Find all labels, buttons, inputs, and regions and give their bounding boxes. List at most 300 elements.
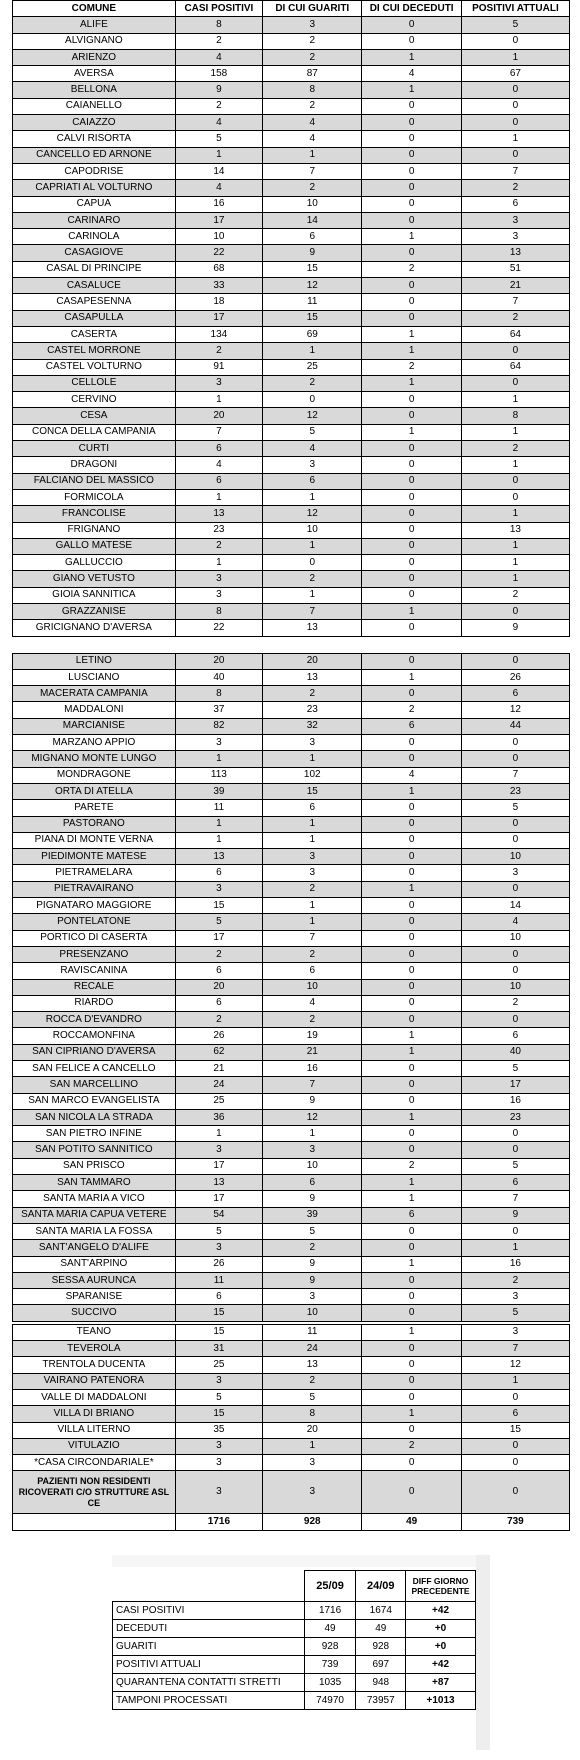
cell-casi-positivi: 4	[175, 49, 262, 65]
cell-comune: CASERTA	[13, 326, 176, 342]
cell-casi-positivi: 21	[175, 1061, 262, 1077]
summary-label: POSITIVI ATTUALI	[113, 1656, 305, 1674]
cell-guariti: 19	[263, 1028, 362, 1044]
cell-guariti: 0	[263, 555, 362, 571]
table-row	[13, 735, 570, 751]
table-row	[13, 1044, 570, 1060]
cell-positivi-attuali: 6	[461, 1028, 569, 1044]
table-row	[13, 832, 570, 848]
cell-positivi-attuali: 1	[461, 424, 569, 440]
cell-guariti: 6	[263, 800, 362, 816]
cell-casi-positivi: 3	[175, 735, 262, 751]
cell-positivi-attuali: 9	[461, 1207, 569, 1223]
cell-guariti: 8	[263, 82, 362, 98]
cell-guariti: 15	[263, 310, 362, 326]
cell-comune: CASTEL MORRONE	[13, 343, 176, 359]
cell-guariti: 10	[263, 196, 362, 212]
cell-deceduti: 1	[362, 881, 461, 897]
cell-deceduti: 1	[362, 783, 461, 799]
cell-guariti: 13	[263, 620, 362, 636]
table-row	[13, 1406, 570, 1422]
cell-guariti: 5	[263, 1223, 362, 1239]
table-row	[13, 995, 570, 1011]
cell-guariti: 9	[263, 245, 362, 261]
cell-deceduti: 4	[362, 66, 461, 82]
cell-deceduti: 1	[362, 669, 461, 685]
cell-deceduti: 0	[362, 620, 461, 636]
summary-today-value: 49	[304, 1620, 356, 1638]
cell-positivi-attuali: 0	[461, 1455, 569, 1471]
cell-casi-positivi: 158	[175, 66, 262, 82]
cell-comune: RAVISCANINA	[13, 963, 176, 979]
cell-casi-positivi: 25	[175, 1093, 262, 1109]
cell-casi-positivi: 6	[175, 995, 262, 1011]
cell-deceduti: 1	[362, 1028, 461, 1044]
table-row	[13, 1422, 570, 1438]
cell-casi-positivi: 1	[175, 489, 262, 505]
cell-positivi-attuali: 0	[461, 115, 569, 131]
cell-deceduti: 2	[362, 1438, 461, 1454]
cell-guariti: 7	[263, 930, 362, 946]
cell-casi-positivi: 15	[175, 898, 262, 914]
cell-positivi-attuali: 21	[461, 278, 569, 294]
table-row	[13, 180, 570, 196]
cell-deceduti: 0	[362, 212, 461, 228]
cell-comune: CAIANELLO	[13, 98, 176, 114]
cell-positivi-attuali: 4	[461, 914, 569, 930]
table-row	[13, 506, 570, 522]
cell-deceduti: 1	[362, 424, 461, 440]
cell-casi-positivi: 82	[175, 718, 262, 734]
table-row	[13, 1272, 570, 1288]
summary-today-value: 1716	[304, 1602, 356, 1620]
cell-deceduti: 0	[362, 865, 461, 881]
cell-comune: AVERSA	[13, 66, 176, 82]
cell-positivi-attuali: 13	[461, 245, 569, 261]
cell-casi-positivi: 7	[175, 424, 262, 440]
cell-comune: FALCIANO DEL MASSICO	[13, 473, 176, 489]
cell-comune: VILLA DI BRIANO	[13, 1406, 176, 1422]
cell-deceduti: 2	[362, 1158, 461, 1174]
cell-casi-positivi: 3	[175, 571, 262, 587]
table-row	[13, 587, 570, 603]
cell-positivi-attuali: 0	[461, 489, 569, 505]
cell-comune: ROCCAMONFINA	[13, 1028, 176, 1044]
cell-casi-positivi: 6	[175, 441, 262, 457]
cell-deceduti: 0	[362, 1012, 461, 1028]
table-row	[13, 849, 570, 865]
cell-positivi-attuali: 0	[461, 735, 569, 751]
table-row	[13, 1289, 570, 1305]
cell-casi-positivi: 33	[175, 278, 262, 294]
cell-comune: ALIFE	[13, 17, 176, 33]
cell-comune: CANCELLO ED ARNONE	[13, 147, 176, 163]
cell-guariti: 1	[263, 832, 362, 848]
cell-casi-positivi: 17	[175, 1158, 262, 1174]
cell-positivi-attuali: 0	[461, 603, 569, 619]
cell-guariti: 10	[263, 979, 362, 995]
cell-positivi-attuali: 5	[461, 800, 569, 816]
table-row	[13, 33, 570, 49]
table-row	[13, 294, 570, 310]
cell-comune: SUCCIVO	[13, 1305, 176, 1321]
summary-row	[113, 1656, 476, 1674]
cell-positivi-attuali: 6	[461, 686, 569, 702]
table-row	[13, 261, 570, 277]
summary-yesterday-value: 928	[356, 1638, 406, 1656]
cell-comune: CASAPULLA	[13, 310, 176, 326]
cell-guariti: 4	[263, 441, 362, 457]
cell-casi-positivi: 91	[175, 359, 262, 375]
cell-comune: VAIRANO PATENORA	[13, 1373, 176, 1389]
cell-comune: PIGNATARO MAGGIORE	[13, 898, 176, 914]
cell-positivi-attuali: 13	[461, 522, 569, 538]
table-row	[13, 1028, 570, 1044]
cell-comune: MADDALONI	[13, 702, 176, 718]
cell-deceduti: 0	[362, 816, 461, 832]
table-row	[13, 816, 570, 832]
cell-deceduti: 6	[362, 718, 461, 734]
cell-casi-positivi: 3	[175, 1373, 262, 1389]
table-row	[13, 392, 570, 408]
cell-casi-positivi: 13	[175, 1175, 262, 1191]
cell-comune: ARIENZO	[13, 49, 176, 65]
cell-casi-positivi: 10	[175, 229, 262, 245]
cell-positivi-attuali: 739	[461, 1514, 569, 1530]
cell-guariti: 1	[263, 587, 362, 603]
cell-casi-positivi: 2	[175, 33, 262, 49]
table-row	[13, 1256, 570, 1272]
cell-guariti: 20	[263, 653, 362, 669]
cell-deceduti: 0	[362, 653, 461, 669]
summary-today-value: 928	[304, 1638, 356, 1656]
table-row	[13, 131, 570, 147]
cell-guariti: 6	[263, 229, 362, 245]
cell-guariti: 3	[263, 1455, 362, 1471]
table-row	[13, 718, 570, 734]
cell-deceduti: 0	[362, 1126, 461, 1142]
cell-positivi-attuali: 0	[461, 881, 569, 897]
cell-casi-positivi: 17	[175, 1191, 262, 1207]
cell-casi-positivi: 6	[175, 1289, 262, 1305]
summary-today-value: 74970	[304, 1692, 356, 1710]
cell-comune: PIANA DI MONTE VERNA	[13, 832, 176, 848]
cell-deceduti: 0	[362, 1061, 461, 1077]
summary-header-row	[113, 1571, 476, 1602]
summary-side-shade	[476, 1555, 490, 1750]
cell-casi-positivi: 26	[175, 1256, 262, 1272]
cell-deceduti: 0	[362, 17, 461, 33]
table-row	[13, 326, 570, 342]
cell-casi-positivi: 3	[175, 375, 262, 391]
cell-deceduti: 0	[362, 278, 461, 294]
cell-guariti: 20	[263, 1422, 362, 1438]
cell-comune: SPARANISE	[13, 1289, 176, 1305]
cell-positivi-attuali: 6	[461, 196, 569, 212]
cell-guariti: 10	[263, 522, 362, 538]
cell-casi-positivi: 6	[175, 865, 262, 881]
cell-guariti: 2	[263, 49, 362, 65]
cell-casi-positivi: 2	[175, 946, 262, 962]
cell-casi-positivi: 1	[175, 832, 262, 848]
table-row	[13, 343, 570, 359]
cell-comune: MONDRAGONE	[13, 767, 176, 783]
cell-comune: GIOIA SANNITICA	[13, 587, 176, 603]
cell-positivi-attuali: 0	[461, 1142, 569, 1158]
cell-guariti: 25	[263, 359, 362, 375]
table-row	[13, 212, 570, 228]
cell-guariti: 2	[263, 1240, 362, 1256]
table-row	[13, 1455, 570, 1471]
cell-deceduti: 0	[362, 310, 461, 326]
cell-deceduti: 0	[362, 946, 461, 962]
table-row	[13, 767, 570, 783]
cell-positivi-attuali: 1	[461, 392, 569, 408]
table-row	[13, 196, 570, 212]
table-row	[13, 441, 570, 457]
cell-positivi-attuali: 7	[461, 294, 569, 310]
cell-casi-positivi: 4	[175, 457, 262, 473]
cell-positivi-attuali: 3	[461, 865, 569, 881]
cell-guariti: 14	[263, 212, 362, 228]
cell-guariti: 2	[263, 375, 362, 391]
cell-comune	[13, 1514, 176, 1530]
cell-positivi-attuali: 6	[461, 1175, 569, 1191]
summary-header-empty	[113, 1571, 305, 1602]
cell-comune: VILLA LITERNO	[13, 1422, 176, 1438]
cell-guariti: 8	[263, 1406, 362, 1422]
cell-comune: RIARDO	[13, 995, 176, 1011]
table-row	[13, 408, 570, 424]
cell-guariti: 2	[263, 98, 362, 114]
cell-positivi-attuali: 1	[461, 538, 569, 554]
cell-positivi-attuali: 0	[461, 1438, 569, 1454]
cell-positivi-attuali: 3	[461, 1289, 569, 1305]
cell-positivi-attuali: 5	[461, 1061, 569, 1077]
cell-comune: SAN MARCO EVANGELISTA	[13, 1093, 176, 1109]
cell-comune: PORTICO DI CASERTA	[13, 930, 176, 946]
cell-guariti: 2	[263, 33, 362, 49]
cell-comune: PRESENZANO	[13, 946, 176, 962]
cell-deceduti: 0	[362, 751, 461, 767]
cell-positivi-attuali: 0	[461, 1389, 569, 1405]
cell-comune: ORTA DI ATELLA	[13, 783, 176, 799]
cell-comune: CASAL DI PRINCIPE	[13, 261, 176, 277]
cell-positivi-attuali: 14	[461, 898, 569, 914]
cell-positivi-attuali: 0	[461, 1471, 569, 1514]
cell-deceduti: 0	[362, 1142, 461, 1158]
cell-positivi-attuali: 6	[461, 1406, 569, 1422]
summary-row	[113, 1620, 476, 1638]
table-row	[13, 115, 570, 131]
cell-comune: MARZANO APPIO	[13, 735, 176, 751]
table-row	[13, 881, 570, 897]
cell-guariti: 3	[263, 1289, 362, 1305]
cell-comune: ALVIGNANO	[13, 33, 176, 49]
cell-deceduti: 0	[362, 898, 461, 914]
cell-casi-positivi: 1716	[175, 1514, 262, 1530]
cell-casi-positivi: 3	[175, 1142, 262, 1158]
cell-guariti: 1	[263, 816, 362, 832]
table-row	[13, 702, 570, 718]
cell-guariti: 12	[263, 278, 362, 294]
cell-positivi-attuali: 0	[461, 653, 569, 669]
cell-deceduti: 1	[362, 1191, 461, 1207]
summary-label: CASI POSITIVI	[113, 1602, 305, 1620]
cell-comune: MACERATA CAMPANIA	[13, 686, 176, 702]
cell-comune: CESA	[13, 408, 176, 424]
cell-positivi-attuali: 5	[461, 1158, 569, 1174]
cell-positivi-attuali: 0	[461, 816, 569, 832]
cell-comune: SAN PRISCO	[13, 1158, 176, 1174]
table-row	[13, 1093, 570, 1109]
cell-comune: GALLO MATESE	[13, 538, 176, 554]
cell-casi-positivi: 8	[175, 603, 262, 619]
cell-positivi-attuali: 0	[461, 946, 569, 962]
cell-deceduti: 1	[362, 326, 461, 342]
cell-casi-positivi: 11	[175, 800, 262, 816]
cell-casi-positivi: 2	[175, 343, 262, 359]
summary-header-today: 25/09	[304, 1571, 356, 1602]
cell-positivi-attuali: 26	[461, 669, 569, 685]
cell-deceduti: 0	[362, 1093, 461, 1109]
table-row	[13, 49, 570, 65]
cell-deceduti: 0	[362, 930, 461, 946]
cell-guariti: 4	[263, 995, 362, 1011]
cell-casi-positivi: 20	[175, 979, 262, 995]
cell-deceduti: 0	[362, 832, 461, 848]
table-row	[13, 1207, 570, 1223]
cell-guariti: 32	[263, 718, 362, 734]
cell-comune: VITULAZIO	[13, 1438, 176, 1454]
cell-deceduti: 0	[362, 686, 461, 702]
cell-comune: CAPUA	[13, 196, 176, 212]
summary-header-yesterday: 24/09	[356, 1571, 406, 1602]
cell-guariti: 7	[263, 603, 362, 619]
table-row	[13, 229, 570, 245]
cell-casi-positivi: 3	[175, 1438, 262, 1454]
cell-deceduti: 2	[362, 359, 461, 375]
cell-comune: TEANO	[13, 1324, 176, 1340]
cell-guariti: 12	[263, 1109, 362, 1125]
cell-positivi-attuali: 1	[461, 131, 569, 147]
table-row	[13, 538, 570, 554]
cell-guariti: 39	[263, 1207, 362, 1223]
cell-deceduti: 0	[362, 98, 461, 114]
cell-casi-positivi: 36	[175, 1109, 262, 1125]
cell-casi-positivi: 26	[175, 1028, 262, 1044]
cell-comune: LUSCIANO	[13, 669, 176, 685]
cell-comune: FORMICOLA	[13, 489, 176, 505]
cell-guariti: 12	[263, 506, 362, 522]
table-row	[13, 653, 570, 669]
cell-guariti: 4	[263, 115, 362, 131]
table-row	[13, 1191, 570, 1207]
cell-guariti: 13	[263, 669, 362, 685]
cell-positivi-attuali: 1	[461, 506, 569, 522]
cell-deceduti: 0	[362, 147, 461, 163]
cell-deceduti: 0	[362, 1422, 461, 1438]
table-row	[13, 1357, 570, 1373]
cell-deceduti: 0	[362, 180, 461, 196]
cell-comune: CONCA DELLA CAMPANIA	[13, 424, 176, 440]
summary-diff-value: +42	[406, 1656, 476, 1674]
cell-positivi-attuali: 2	[461, 310, 569, 326]
cell-comune: SAN PIETRO INFINE	[13, 1126, 176, 1142]
table-row	[13, 898, 570, 914]
cell-comune: CAIAZZO	[13, 115, 176, 131]
cell-casi-positivi: 1	[175, 147, 262, 163]
cell-comune: PAZIENTI NON RESIDENTI RICOVERATI C/O STRUTTURE ASL CE	[13, 1471, 176, 1514]
cell-deceduti: 1	[362, 49, 461, 65]
cell-guariti: 102	[263, 767, 362, 783]
cell-comune: GIANO VETUSTO	[13, 571, 176, 587]
summary-label: DECEDUTI	[113, 1620, 305, 1638]
table-row	[13, 555, 570, 571]
cell-casi-positivi: 17	[175, 212, 262, 228]
cell-positivi-attuali: 3	[461, 212, 569, 228]
cell-guariti: 3	[263, 849, 362, 865]
header-comune: COMUNE	[13, 1, 176, 17]
cell-deceduti: 0	[362, 163, 461, 179]
cell-comune: FRIGNANO	[13, 522, 176, 538]
summary-header-diff: DIFF GIORNO PRECEDENTE	[406, 1571, 476, 1602]
cell-comune: CASALUCE	[13, 278, 176, 294]
cell-comune: CELLOLE	[13, 375, 176, 391]
table-row	[13, 310, 570, 326]
cell-guariti: 87	[263, 66, 362, 82]
cell-comune: CALVI RISORTA	[13, 131, 176, 147]
table-row	[13, 603, 570, 619]
table-body	[13, 17, 570, 1530]
cell-guariti: 2	[263, 571, 362, 587]
cell-deceduti: 1	[362, 603, 461, 619]
cell-casi-positivi: 13	[175, 849, 262, 865]
cell-deceduti: 0	[362, 294, 461, 310]
table-row	[13, 98, 570, 114]
cell-comune: GALLUCCIO	[13, 555, 176, 571]
cell-casi-positivi: 15	[175, 1305, 262, 1321]
cell-guariti: 9	[263, 1256, 362, 1272]
cell-positivi-attuali: 5	[461, 17, 569, 33]
cell-deceduti: 1	[362, 1109, 461, 1125]
cell-positivi-attuali: 2	[461, 441, 569, 457]
cell-positivi-attuali: 64	[461, 359, 569, 375]
cell-casi-positivi: 17	[175, 930, 262, 946]
cell-deceduti: 0	[362, 489, 461, 505]
cell-comune: CURTI	[13, 441, 176, 457]
cell-deceduti: 0	[362, 392, 461, 408]
cell-comune: GRAZZANISE	[13, 603, 176, 619]
cell-comune: SAN CIPRIANO D'AVERSA	[13, 1044, 176, 1060]
cell-casi-positivi: 22	[175, 620, 262, 636]
table-row	[13, 930, 570, 946]
cell-guariti: 2	[263, 686, 362, 702]
cell-deceduti: 0	[362, 441, 461, 457]
table-row	[13, 82, 570, 98]
cell-deceduti: 0	[362, 33, 461, 49]
cell-deceduti: 0	[362, 1289, 461, 1305]
table-row	[13, 163, 570, 179]
cell-deceduti: 1	[362, 1175, 461, 1191]
cell-positivi-attuali: 16	[461, 1093, 569, 1109]
cell-deceduti: 0	[362, 115, 461, 131]
cell-casi-positivi: 13	[175, 506, 262, 522]
table-row	[13, 1061, 570, 1077]
table-row	[13, 1438, 570, 1454]
cell-deceduti: 0	[362, 963, 461, 979]
cell-comune: MARCIANISE	[13, 718, 176, 734]
